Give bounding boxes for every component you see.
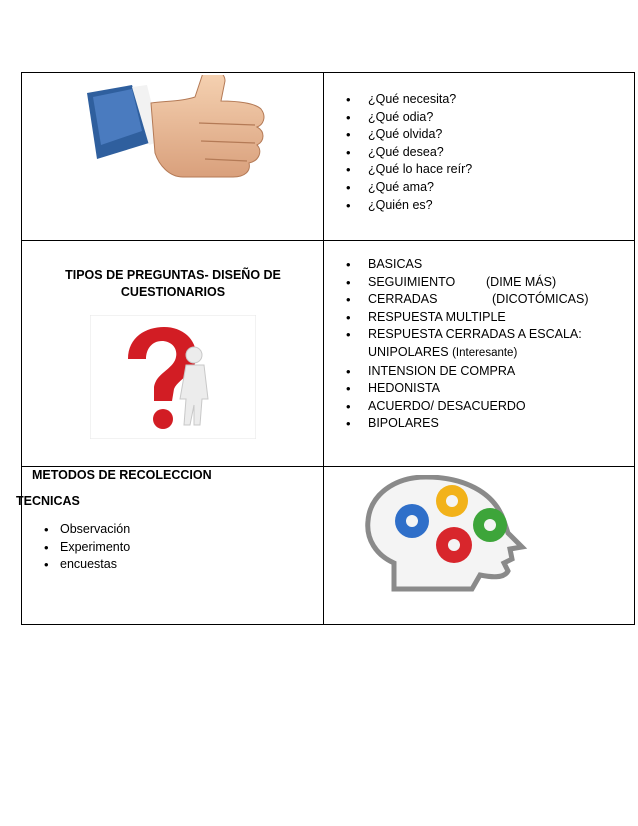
question-types-title-cell — [22, 241, 324, 467]
head-gears-icon — [354, 475, 544, 595]
question-mark-figure-icon — [90, 315, 256, 439]
list-item: • encuestas — [22, 556, 323, 574]
list-item: • SEGUIMIENTO (DIME MÁS) — [324, 274, 634, 292]
head-gears-cell — [324, 467, 635, 625]
section-subheading: TECNICAS — [16, 494, 80, 508]
list-item: • RESPUESTA CERRADAS A ESCALA: UNIPOLARES (Interesante) — [324, 326, 634, 362]
list-item: • INTENSION DE COMPRA — [324, 363, 634, 381]
content-table — [16, 72, 635, 625]
list-item: • ¿Qué necesita? — [324, 91, 634, 109]
list-item: • ¿Qué ama? — [324, 179, 634, 197]
questions-list — [324, 91, 634, 214]
list-item: • BIPOLARES — [324, 415, 634, 433]
list-item: • ¿Qué desea? — [324, 144, 634, 162]
techniques-list — [22, 521, 323, 574]
list-item: • HEDONISTA — [324, 380, 634, 398]
list-item: • Observación — [22, 521, 323, 539]
list-item: • RESPUESTA MULTIPLE — [324, 309, 634, 327]
list-item: • ¿Quién es? — [324, 197, 634, 215]
thumbs-up-icon — [87, 75, 287, 185]
list-item: • BASICAS — [324, 256, 634, 274]
section-title: TIPOS DE PREGUNTAS- DISEÑO DE CUESTIONARIOS — [65, 268, 281, 299]
list-item: • ¿Qué lo hace reír? — [324, 161, 634, 179]
question-types-list — [324, 256, 634, 433]
list-item: • ¿Qué olvida? — [324, 126, 634, 144]
section-heading: METODOS DE RECOLECCION — [32, 468, 212, 482]
list-item: • CERRADAS (DICOTÓMICAS) — [324, 291, 634, 309]
question-types-cell — [324, 241, 635, 467]
collection-methods-cell — [16, 467, 324, 625]
list-item: • ACUERDO/ DESACUERDO — [324, 398, 634, 416]
list-item: • ¿Qué odia? — [324, 109, 634, 127]
list-item: • Experimento — [22, 539, 323, 557]
questions-cell — [324, 73, 635, 241]
thumbs-up-cell — [22, 73, 324, 241]
